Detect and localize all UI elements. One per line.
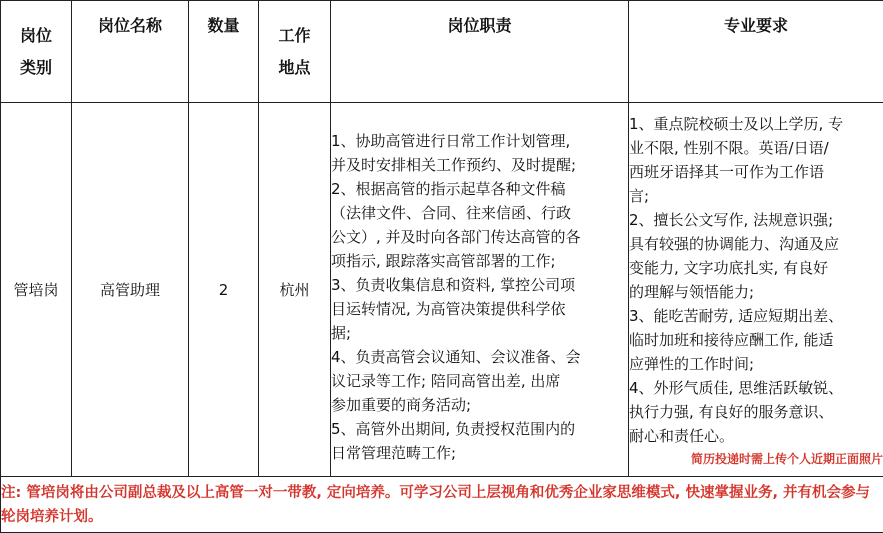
header-requirements: 专业要求 <box>629 1 883 103</box>
requirement-line: 应弹性的工作时间; <box>629 352 883 376</box>
requirement-line: 4、外形气质佳, 思维活跃敏锐、 <box>629 376 883 400</box>
training-note: 注: 管培岗将由公司副总裁及以上高管一对一带教, 定向培养。可学习公司上层视角和优秀企业家思维模式, 快速掌握业务, 并有机会参与轮岗培养计划。 <box>1 477 883 533</box>
duty-line: 目运转情况, 为高管决策提供科学依 <box>331 297 628 321</box>
requirement-line: 执行力强, 有良好的服务意识、 <box>629 400 883 424</box>
header-duties: 岗位职责 <box>331 1 629 103</box>
requirement-line: 1、重点院校硕士及以上学历, 专 <box>629 112 883 136</box>
duty-line: 据; <box>331 321 628 345</box>
requirement-line: 2、擅长公文写作, 法规意识强; <box>629 208 883 232</box>
header-name: 岗位名称 <box>72 1 189 103</box>
duty-line: 4、负责高管会议通知、会议准备、会 <box>331 345 628 369</box>
requirement-line: 的理解与领悟能力; <box>629 280 883 304</box>
photo-note: 简历投递时需上传个人近期正面照片 <box>629 448 883 468</box>
duty-line: 3、负责收集信息和资料, 掌控公司项 <box>331 273 628 297</box>
job-row <box>1 103 883 477</box>
job-category: 管培岗 <box>1 103 72 477</box>
requirement-line: 西班牙语择其一可作为工作语 <box>629 160 883 184</box>
duty-line: 日常管理范畴工作; <box>331 441 628 465</box>
duty-line: 参加重要的商务活动; <box>331 393 628 417</box>
header-location-line2: 地点 <box>278 58 310 77</box>
duty-line: 并及时安排相关工作预约、及时提醒; <box>331 153 628 177</box>
header-row <box>1 1 883 103</box>
job-requirements <box>629 103 883 477</box>
requirement-line: 具有较强的协调能力、沟通及应 <box>629 232 883 256</box>
requirement-line: 变能力, 文字功底扎实, 有良好 <box>629 256 883 280</box>
duty-line: （法律文件、合同、往来信函、行政 <box>331 201 628 225</box>
header-category-line2: 类别 <box>20 58 52 77</box>
requirement-line: 言; <box>629 184 883 208</box>
duty-line: 1、协助高管进行日常工作计划管理, <box>331 129 628 153</box>
duty-line: 2、根据高管的指示起草各种文件稿 <box>331 177 628 201</box>
header-category-line1: 岗位 <box>20 26 52 45</box>
note-row <box>1 477 883 533</box>
requirement-line: 3、能吃苦耐劳, 适应短期出差、 <box>629 304 883 328</box>
header-location-line1: 工作 <box>278 26 310 45</box>
job-duties <box>331 103 629 477</box>
job-count: 2 <box>189 103 259 477</box>
job-name: 高管助理 <box>72 103 189 477</box>
header-category <box>1 1 72 103</box>
header-location <box>259 1 331 103</box>
requirement-line: 业不限, 性别不限。英语/日语/ <box>629 136 883 160</box>
duty-line: 公文）, 并及时向各部门传达高管的各 <box>331 225 628 249</box>
header-count: 数量 <box>189 1 259 103</box>
requirement-line: 临时加班和接待应酬工作, 能适 <box>629 328 883 352</box>
requirement-line: 耐心和责任心。 <box>629 424 883 448</box>
duty-line: 议记录等工作; 陪同高管出差, 出席 <box>331 369 628 393</box>
duty-line: 5、高管外出期间, 负责授权范围内的 <box>331 417 628 441</box>
duty-line: 项指示, 跟踪落实高管部署的工作; <box>331 249 628 273</box>
job-location: 杭州 <box>259 103 331 477</box>
